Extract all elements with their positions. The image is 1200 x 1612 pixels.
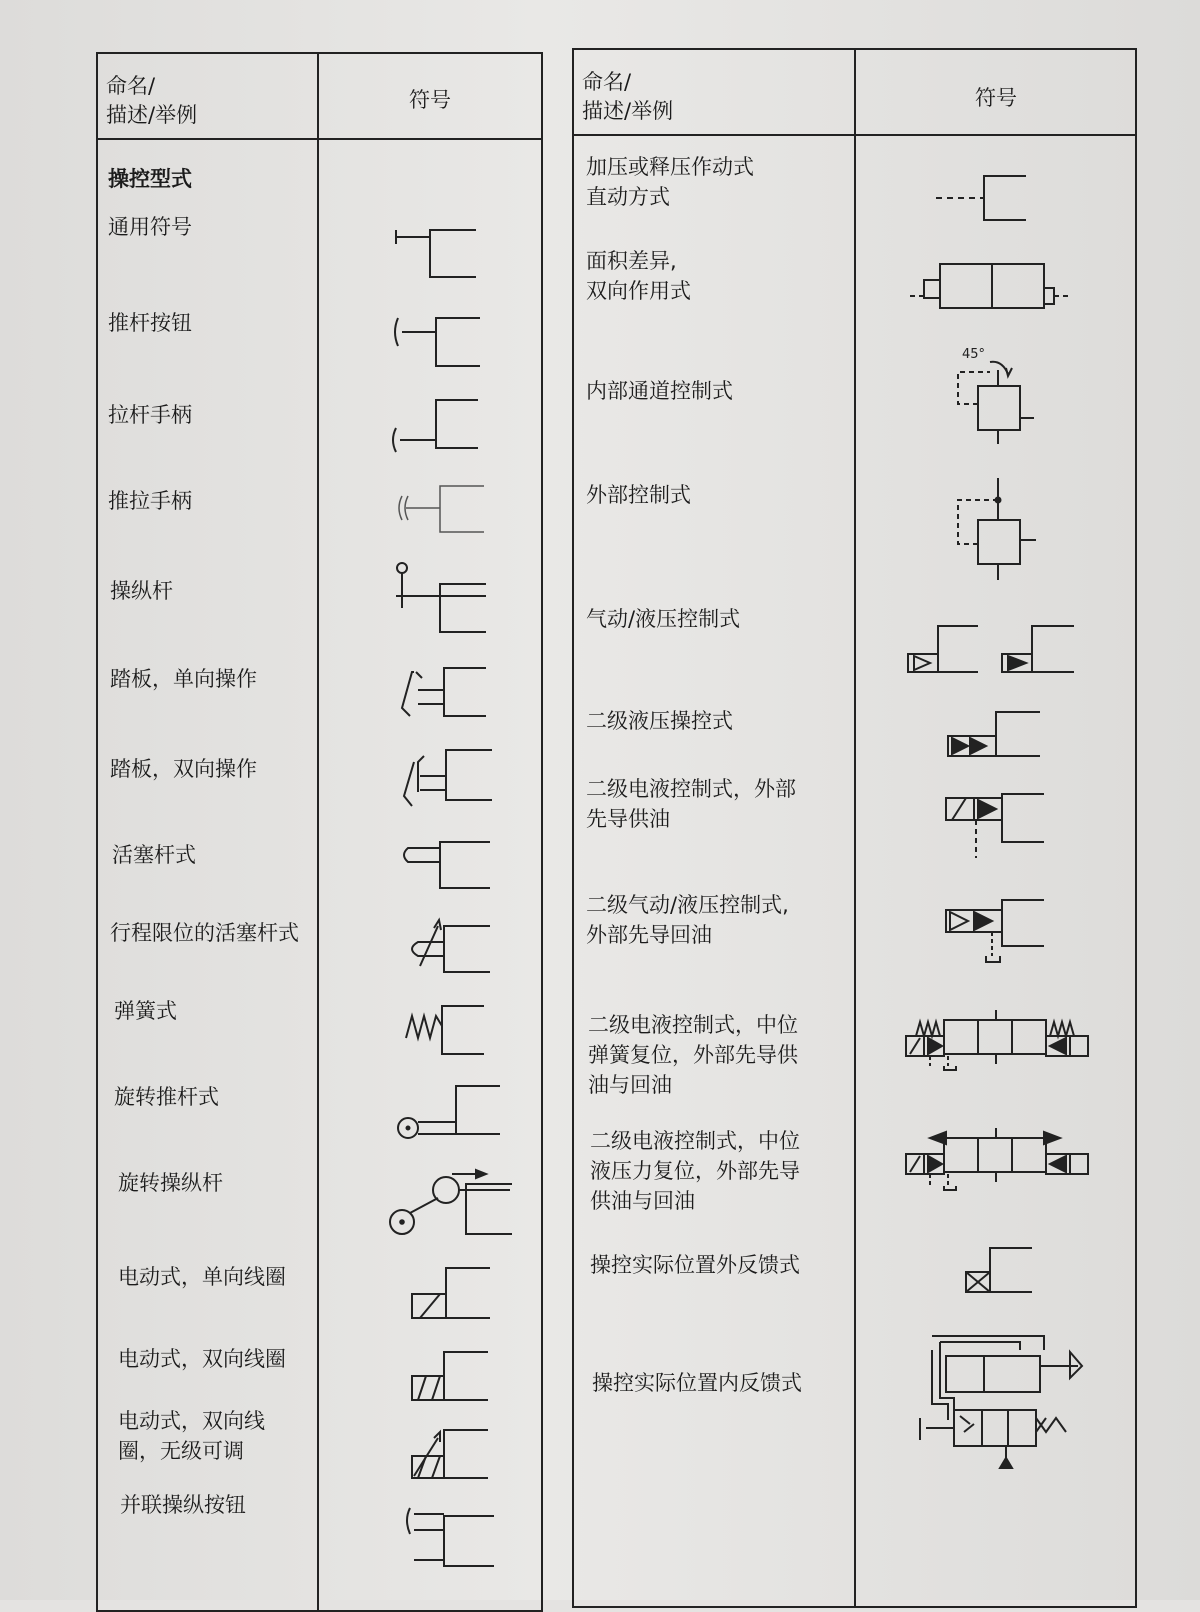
header-symbol-column: 符号 [975, 86, 1017, 110]
row-label-roller-plunger: 旋转推杆式 [114, 1085, 219, 1109]
pneumatic-hydraulic-return-icon [946, 900, 1044, 962]
pneumatic-hydraulic-icon [908, 626, 1074, 672]
row-label-roller-lever: 旋转操纵杆 [118, 1171, 223, 1195]
label-line: 面积差异, [586, 249, 677, 273]
label-line: 二级电液控制式，外部 [586, 777, 796, 801]
external-pilot-icon [958, 478, 1036, 580]
row-label-plunger: 活塞杆式 [112, 843, 196, 867]
label-line: 液压力复位，外部先导 [590, 1159, 800, 1183]
row-label-spring: 弹簧式 [114, 999, 177, 1023]
row-label-external-feedback: 操控实际位置外反馈式 [590, 1253, 800, 1277]
row-label-push-pull-handle: 推拉手柄 [108, 489, 192, 513]
label-line: 先导供油 [586, 807, 670, 831]
row-label-solenoid-single: 电动式，单向线圈 [118, 1265, 286, 1289]
row-label-limited-plunger: 行程限位的活塞杆式 [110, 921, 299, 945]
label-line: 油与回油 [588, 1073, 672, 1097]
row-label-pneumatic-hydraulic: 气动/液压控制式 [586, 607, 741, 631]
row-label-pull-handle: 拉杆手柄 [108, 403, 192, 427]
internal-feedback-icon [920, 1336, 1082, 1468]
area-differential-icon [910, 264, 1070, 308]
row-label-pedal-double: 踏板，双向操作 [110, 757, 257, 781]
row-label-general: 通用符号 [108, 215, 192, 239]
electro-hydraulic-supply-icon [946, 794, 1044, 858]
row-label-pedal-single: 踏板，单向操作 [110, 667, 257, 691]
label-line: 双向作用式 [586, 279, 691, 303]
header-name-line2: 描述/举例 [582, 99, 674, 123]
row-label-internal-pilot: 内部通道控制式 [586, 379, 733, 403]
label-line: 加压或释压作动式 [586, 155, 754, 179]
row-label-solenoid-double: 电动式，双向线圈 [118, 1347, 286, 1371]
label-line: 弹簧复位，外部先导供 [588, 1043, 798, 1067]
row-label-push-button: 推杆按钮 [108, 311, 192, 335]
spring-centered-electro-hydraulic-icon [906, 1010, 1088, 1070]
row-label-parallel-button: 并联操纵按钮 [120, 1493, 246, 1517]
header-name-line2: 描述/举例 [106, 103, 198, 127]
section-title: 操控型式 [108, 167, 192, 191]
row-label-internal-feedback: 操控实际位置内反馈式 [592, 1371, 802, 1395]
label-line: 二级气动/液压控制式, [586, 893, 789, 917]
external-feedback-icon [966, 1248, 1032, 1292]
row-label-two-stage-hydraulic: 二级液压操控式 [586, 709, 733, 733]
row-label-external-pilot: 外部控制式 [586, 483, 691, 507]
label-line: 外部先导回油 [586, 923, 712, 947]
label-line: 圈，无级可调 [118, 1439, 244, 1463]
label-line: 供油与回油 [590, 1189, 695, 1213]
angle-label: 45° [962, 347, 986, 362]
two-stage-hydraulic-icon [948, 712, 1040, 756]
internal-pilot-icon [958, 347, 1034, 444]
label-line: 二级电液控制式，中位 [588, 1013, 798, 1037]
header-symbol-column: 符号 [409, 88, 451, 112]
header-name-line1: 命名/ [106, 74, 156, 98]
label-line: 二级电液控制式，中位 [590, 1129, 800, 1153]
header-name-line1: 命名/ [582, 70, 632, 94]
label-line: 直动方式 [586, 185, 670, 209]
pressure-direct-icon [936, 176, 1026, 220]
label-line: 电动式，双向线 [118, 1409, 265, 1433]
pressure-centered-electro-hydraulic-icon [906, 1128, 1088, 1190]
row-label-lever: 操纵杆 [110, 579, 173, 603]
